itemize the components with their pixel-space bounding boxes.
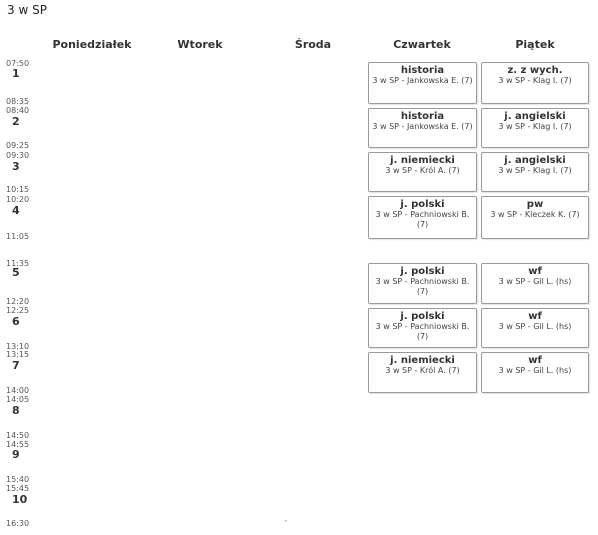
lesson-subject: j. angielski <box>504 111 566 122</box>
lesson-number: 7 <box>12 359 20 372</box>
time-label: 09:25 <box>6 141 30 150</box>
day-header-friday: Piątek <box>515 38 555 51</box>
lesson-details: 3 w SP - Pachniowski B. (7) <box>375 210 470 229</box>
lesson-cell[interactable] <box>481 308 589 348</box>
lesson-subject: j. polski <box>400 311 445 322</box>
lesson-details: 3 w SP - Jankowska E. (7) <box>372 76 473 85</box>
time-label: 07:50 <box>6 59 30 68</box>
lesson-details: 3 w SP - Klag I. (7) <box>498 122 572 131</box>
lesson-details: 3 w SP - Pachniowski B. (7) <box>375 322 470 341</box>
lesson-details: 3 w SP - Gil L. (hs) <box>498 322 572 331</box>
lesson-cell[interactable] <box>368 308 477 348</box>
lesson-details: 3 w SP - Gil L. (hs) <box>498 277 572 286</box>
time-label: 14:50 <box>6 431 30 440</box>
lesson-cell[interactable] <box>368 196 477 239</box>
lesson-subject: wf <box>528 311 542 322</box>
lesson-cell[interactable] <box>368 108 477 148</box>
time-label: 11:05 <box>6 232 30 241</box>
time-label: 14:55 <box>6 440 30 449</box>
scan-dot <box>285 520 287 522</box>
lesson-cell[interactable] <box>368 152 477 192</box>
lesson-number: 8 <box>12 404 20 417</box>
time-label: 08:35 <box>6 97 30 106</box>
lesson-subject: wf <box>528 266 542 277</box>
lesson-cell[interactable] <box>368 62 477 104</box>
day-header-thursday: Czwartek <box>393 38 451 51</box>
lesson-details: 3 w SP - Kleczek K. (7) <box>490 210 580 219</box>
time-label: 15:45 <box>6 484 30 493</box>
lesson-cell[interactable] <box>368 263 477 304</box>
day-header-wednesday: Środa <box>294 38 332 51</box>
lesson-number: 10 <box>12 493 28 506</box>
lesson-subject: j. polski <box>400 199 445 210</box>
lesson-cell[interactable] <box>481 196 589 239</box>
lesson-number: 2 <box>12 115 20 128</box>
lesson-details: 3 w SP - Król A. (7) <box>385 366 460 375</box>
lesson-subject: j. niemiecki <box>390 155 455 166</box>
time-label: 12:25 <box>6 306 30 315</box>
lesson-details: 3 w SP - Król A. (7) <box>385 166 460 175</box>
lesson-cell[interactable] <box>481 263 589 304</box>
lesson-details: 3 w SP - Klag I. (7) <box>498 76 572 85</box>
lesson-subject: z. z wych. <box>507 65 563 76</box>
lesson-cell[interactable] <box>481 152 589 192</box>
lesson-subject: j. niemiecki <box>390 355 455 366</box>
lesson-subject: j. angielski <box>504 155 566 166</box>
lesson-subject: pw <box>526 199 544 210</box>
time-label: 16:30 <box>6 519 30 528</box>
time-label: 11:35 <box>6 259 30 268</box>
time-label: 09:30 <box>6 151 30 160</box>
lesson-subject: j. polski <box>400 266 445 277</box>
time-label: 12:20 <box>6 297 30 306</box>
lesson-cell[interactable] <box>481 352 589 393</box>
lesson-details: 3 w SP - Klag I. (7) <box>498 166 572 175</box>
time-label: 08:40 <box>6 106 30 115</box>
time-label: 10:15 <box>6 185 30 194</box>
time-label: 14:05 <box>6 395 30 404</box>
lesson-cell[interactable] <box>481 62 589 104</box>
lesson-subject: historia <box>400 65 445 76</box>
lesson-number: 3 <box>12 160 20 173</box>
time-label: 13:15 <box>6 350 30 359</box>
lesson-subject: historia <box>400 111 445 122</box>
day-header-tuesday: Wtorek <box>177 38 223 51</box>
day-header-monday: Poniedziałek <box>52 38 132 51</box>
lesson-details: 3 w SP - Pachniowski B. (7) <box>375 277 470 296</box>
lesson-number: 9 <box>12 448 20 461</box>
lesson-details: 3 w SP - Gil L. (hs) <box>498 366 572 375</box>
lesson-cell[interactable] <box>368 352 477 393</box>
time-label: 13:10 <box>6 342 30 351</box>
lesson-number: 4 <box>12 204 20 217</box>
lesson-subject: wf <box>528 355 542 366</box>
class-title: 3 w SP <box>7 3 47 17</box>
lesson-cell[interactable] <box>481 108 589 148</box>
lesson-number: 6 <box>12 315 20 328</box>
time-label: 10:20 <box>6 195 30 204</box>
lesson-details: 3 w SP - Jankowska E. (7) <box>372 122 473 131</box>
lesson-number: 5 <box>12 266 20 279</box>
lesson-number: 1 <box>12 67 20 80</box>
time-label: 15:40 <box>6 475 30 484</box>
time-label: 14:00 <box>6 386 30 395</box>
